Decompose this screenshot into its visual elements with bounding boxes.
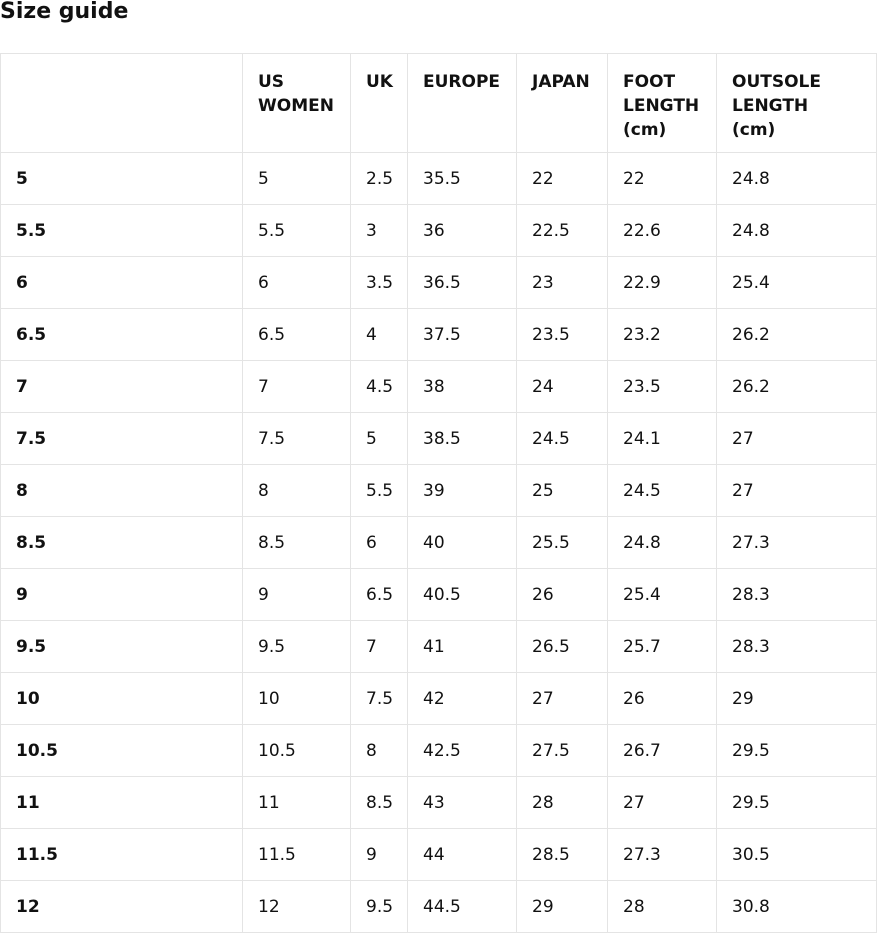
cell-size: 5.5 [1,205,243,257]
cell-us-women: 6.5 [243,309,351,361]
size-table-container[interactable] [0,53,821,941]
cell-uk: 5.5 [351,465,408,517]
cell-us-women: 7 [243,361,351,413]
col-header-foot-length: FOOT LENGTH (cm) [608,54,717,153]
cell-us-women: 5 [243,153,351,205]
cell-outsole-length: 24.8 [717,153,877,205]
cell-foot-length: 27 [608,777,717,829]
cell-outsole-length: 24.8 [717,205,877,257]
cell-japan: 28 [517,777,608,829]
cell-size: 11 [1,777,243,829]
cell-foot-length: 22.6 [608,205,717,257]
cell-outsole-length: 26.2 [717,309,877,361]
cell-japan: 26 [517,569,608,621]
cell-japan: 23.5 [517,309,608,361]
cell-japan: 23 [517,257,608,309]
table-row [1,569,877,621]
cell-size: 8 [1,465,243,517]
cell-foot-length: 25.4 [608,569,717,621]
table-row [1,413,877,465]
cell-uk: 9 [351,829,408,881]
cell-europe: 35.5 [408,153,517,205]
table-row [1,309,877,361]
cell-foot-length: 22 [608,153,717,205]
cell-us-women: 8.5 [243,517,351,569]
table-row [1,517,877,569]
cell-foot-length: 27.3 [608,829,717,881]
cell-outsole-length: 30.5 [717,829,877,881]
cell-japan: 24.5 [517,413,608,465]
cell-uk: 4 [351,309,408,361]
cell-japan: 22.5 [517,205,608,257]
cell-uk: 2.5 [351,153,408,205]
cell-japan: 29 [517,881,608,933]
cell-uk: 3.5 [351,257,408,309]
col-header-us-women: US WOMEN [243,54,351,153]
cell-size: 11.5 [1,829,243,881]
cell-foot-length: 24.8 [608,517,717,569]
cell-uk: 4.5 [351,361,408,413]
col-header-outsole-length: OUTSOLE LENGTH (cm) [717,54,877,153]
cell-uk: 7 [351,621,408,673]
cell-size: 7.5 [1,413,243,465]
cell-outsole-length: 28.3 [717,569,877,621]
col-header-size [1,54,243,153]
cell-europe: 44.5 [408,881,517,933]
cell-size: 10.5 [1,725,243,777]
cell-foot-length: 23.5 [608,361,717,413]
cell-foot-length: 28 [608,881,717,933]
cell-europe: 40.5 [408,569,517,621]
cell-foot-length: 24.5 [608,465,717,517]
page-title: Size guide [0,0,129,24]
cell-foot-length: 24.1 [608,413,717,465]
cell-europe: 41 [408,621,517,673]
cell-europe: 36 [408,205,517,257]
cell-foot-length: 23.2 [608,309,717,361]
cell-europe: 37.5 [408,309,517,361]
cell-size: 9 [1,569,243,621]
cell-outsole-length: 27.3 [717,517,877,569]
cell-us-women: 6 [243,257,351,309]
cell-japan: 22 [517,153,608,205]
cell-size: 10 [1,673,243,725]
cell-europe: 39 [408,465,517,517]
cell-foot-length: 22.9 [608,257,717,309]
cell-uk: 5 [351,413,408,465]
cell-us-women: 7.5 [243,413,351,465]
cell-us-women: 9.5 [243,621,351,673]
cell-us-women: 12 [243,881,351,933]
cell-us-women: 10 [243,673,351,725]
cell-outsole-length: 29 [717,673,877,725]
size-table-body [1,153,877,933]
cell-foot-length: 25.7 [608,621,717,673]
cell-japan: 27 [517,673,608,725]
cell-uk: 7.5 [351,673,408,725]
cell-japan: 25 [517,465,608,517]
cell-us-women: 9 [243,569,351,621]
cell-us-women: 8 [243,465,351,517]
cell-uk: 6.5 [351,569,408,621]
cell-us-women: 10.5 [243,725,351,777]
header-row [1,54,877,153]
table-row [1,777,877,829]
cell-japan: 25.5 [517,517,608,569]
cell-outsole-length: 27 [717,413,877,465]
cell-size: 7 [1,361,243,413]
cell-size: 9.5 [1,621,243,673]
cell-outsole-length: 26.2 [717,361,877,413]
size-table [0,53,877,933]
table-row [1,361,877,413]
cell-uk: 9.5 [351,881,408,933]
col-header-uk: UK [351,54,408,153]
table-row [1,881,877,933]
cell-outsole-length: 28.3 [717,621,877,673]
cell-size: 8.5 [1,517,243,569]
cell-outsole-length: 29.5 [717,725,877,777]
cell-europe: 38 [408,361,517,413]
cell-size: 6.5 [1,309,243,361]
cell-japan: 26.5 [517,621,608,673]
table-row [1,829,877,881]
cell-europe: 40 [408,517,517,569]
table-row [1,673,877,725]
table-row [1,205,877,257]
col-header-europe: EUROPE [408,54,517,153]
cell-uk: 3 [351,205,408,257]
cell-japan: 28.5 [517,829,608,881]
cell-foot-length: 26 [608,673,717,725]
cell-europe: 44 [408,829,517,881]
cell-uk: 6 [351,517,408,569]
table-row [1,621,877,673]
table-row [1,153,877,205]
cell-outsole-length: 29.5 [717,777,877,829]
table-row [1,257,877,309]
cell-us-women: 11.5 [243,829,351,881]
cell-japan: 24 [517,361,608,413]
col-header-japan: JAPAN [517,54,608,153]
table-row [1,725,877,777]
cell-japan: 27.5 [517,725,608,777]
cell-europe: 43 [408,777,517,829]
cell-foot-length: 26.7 [608,725,717,777]
cell-europe: 38.5 [408,413,517,465]
cell-outsole-length: 25.4 [717,257,877,309]
cell-outsole-length: 30.8 [717,881,877,933]
cell-us-women: 11 [243,777,351,829]
cell-europe: 36.5 [408,257,517,309]
cell-outsole-length: 27 [717,465,877,517]
cell-europe: 42 [408,673,517,725]
cell-us-women: 5.5 [243,205,351,257]
cell-uk: 8 [351,725,408,777]
table-row [1,465,877,517]
cell-europe: 42.5 [408,725,517,777]
cell-uk: 8.5 [351,777,408,829]
cell-size: 6 [1,257,243,309]
cell-size: 12 [1,881,243,933]
cell-size: 5 [1,153,243,205]
